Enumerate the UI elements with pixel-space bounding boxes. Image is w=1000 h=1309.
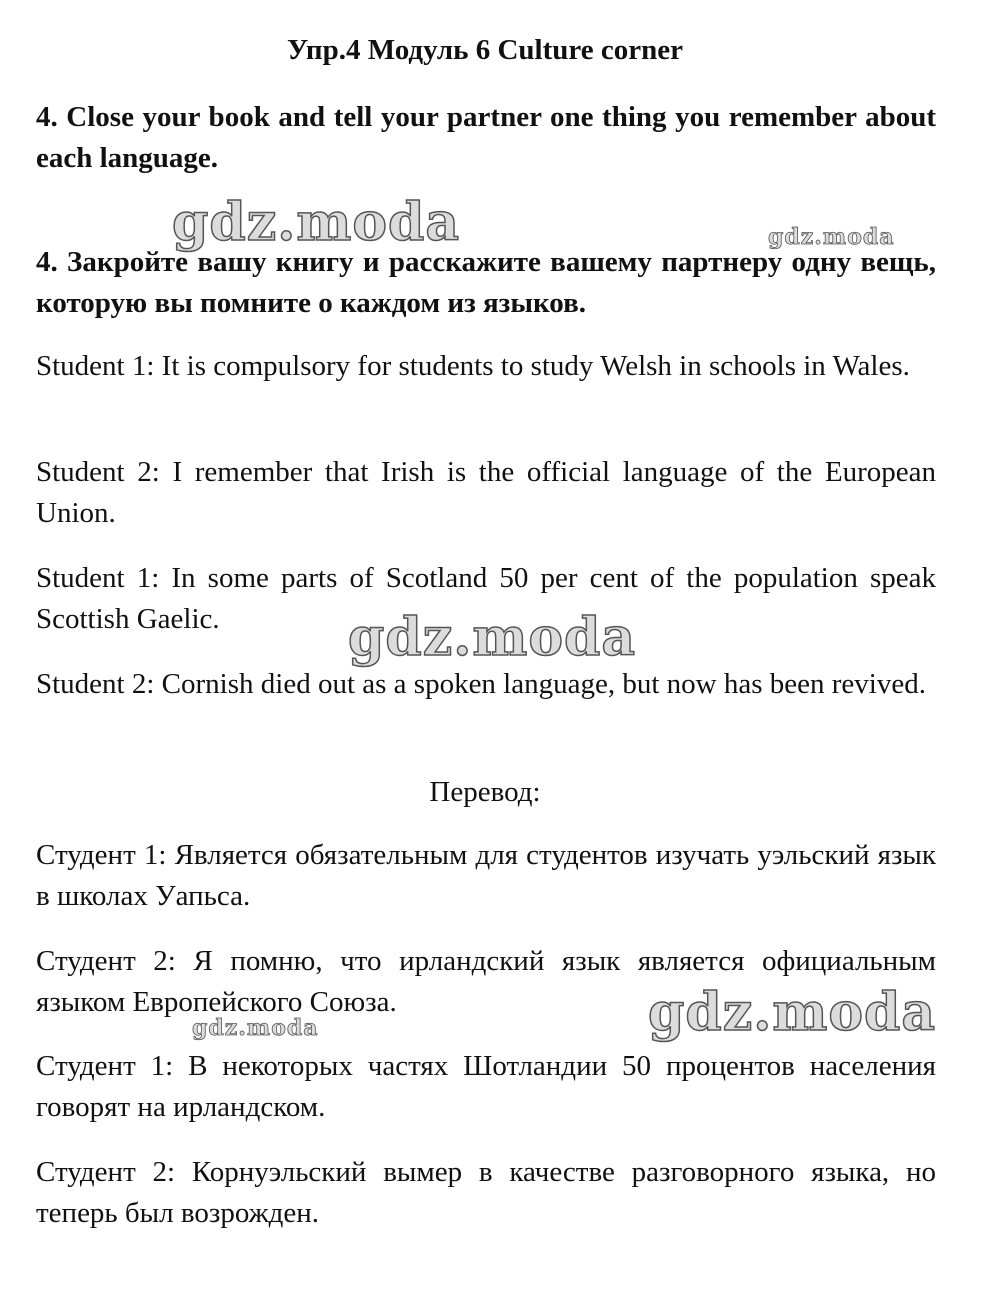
task-russian: 4. Закройте вашу книгу и расскажите вашему партнеру одну вещь, которую вы помните о каждом из языков. <box>36 246 936 319</box>
watermark-logo: gdz.moda <box>348 607 637 668</box>
answer-russian: Студент 1: Является обязательным для студентов изучать уэльский язык в школах Уапьса. <box>36 839 936 912</box>
answer-russian: Студент 1: В некоторых частях Шотландии 50 процентов населения говорят на ирландском. <box>36 1050 936 1123</box>
answer-english: Student 1: In some parts of Scotland 50 per cent of the population speak Scottish Gaelic. <box>36 562 936 635</box>
watermark-logo: gdz.moda <box>648 982 937 1043</box>
answer-russian: Студент 2: Я помню, что ирландский язык является официальным языком Европейского Союза. <box>36 945 936 1018</box>
page-title: Упр.4 Модуль 6 Culture corner <box>287 34 683 66</box>
watermark-logo: gdz.moda <box>192 1015 319 1041</box>
answer-english: Student 1: It is compulsory for students to study Welsh in schools in Wales. <box>36 350 910 382</box>
answer-english: Student 2: I remember that Irish is the official language of the European Union. <box>36 456 936 529</box>
translation-label: Перевод: <box>429 776 541 808</box>
watermark-logo: gdz.moda <box>172 192 461 253</box>
answer-russian: Студент 2: Корнуэльский вымер в качестве разговорного языка, но теперь был возрожден. <box>36 1156 936 1229</box>
watermark-logo: gdz.moda <box>768 224 895 250</box>
answer-english: Student 2: Cornish died out as a spoken language, but now has been revived. <box>36 668 926 700</box>
task-english: 4. Close your book and tell your partner one thing you remember about each language. <box>36 101 936 174</box>
